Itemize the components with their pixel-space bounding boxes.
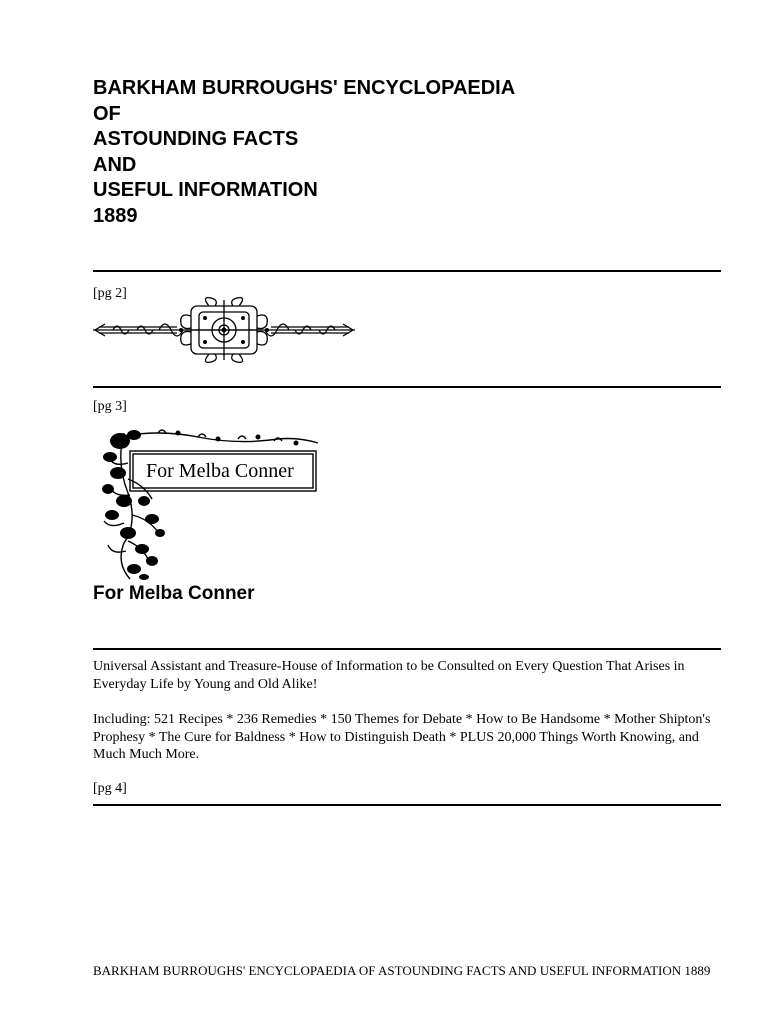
section-divider xyxy=(93,386,721,388)
intro-paragraph: Universal Assistant and Treasure-House of Information to be Consulted on Every Question That Arises in Everyday Life by Young and Old Alike! xyxy=(93,659,685,692)
dedication-image xyxy=(98,423,320,581)
dedication-image-caption: For Melba Conner xyxy=(146,460,294,482)
dedication-heading: For Melba Conner xyxy=(93,583,255,604)
section-divider xyxy=(93,270,721,272)
page-footer: BARKHAM BURROUGHS' ENCYCLOPAEDIA OF ASTOUNDING FACTS AND USEFUL INFORMATION 1889 xyxy=(93,963,711,978)
title-line: ASTOUNDING FACTS xyxy=(93,128,299,150)
page-marker-2: [pg 2] xyxy=(93,286,127,301)
page-marker-4: [pg 4] xyxy=(93,781,127,796)
page-marker-3: [pg 3] xyxy=(93,399,127,414)
title-line: 1889 xyxy=(93,204,138,227)
book-title xyxy=(93,76,515,229)
section-divider xyxy=(93,804,721,806)
title-line: USEFUL INFORMATION xyxy=(93,179,318,201)
decorative-ornament-image xyxy=(93,296,355,364)
contents-paragraph: Including: 521 Recipes * 236 Remedies * 150 Themes for Debate * How to Be Handsome * Mother Shipton's Prophesy * The Cure for Baldness * How to Distinguish Death * PLUS 20,000 Things Worth Knowing, and Much Much More. xyxy=(93,712,711,762)
title-line: BARKHAM BURROUGHS' ENCYCLOPAEDIA xyxy=(93,77,516,99)
title-line: AND xyxy=(93,153,137,176)
title-line: OF xyxy=(93,102,121,125)
section-divider xyxy=(93,648,721,650)
floral-frame-image xyxy=(98,423,320,581)
